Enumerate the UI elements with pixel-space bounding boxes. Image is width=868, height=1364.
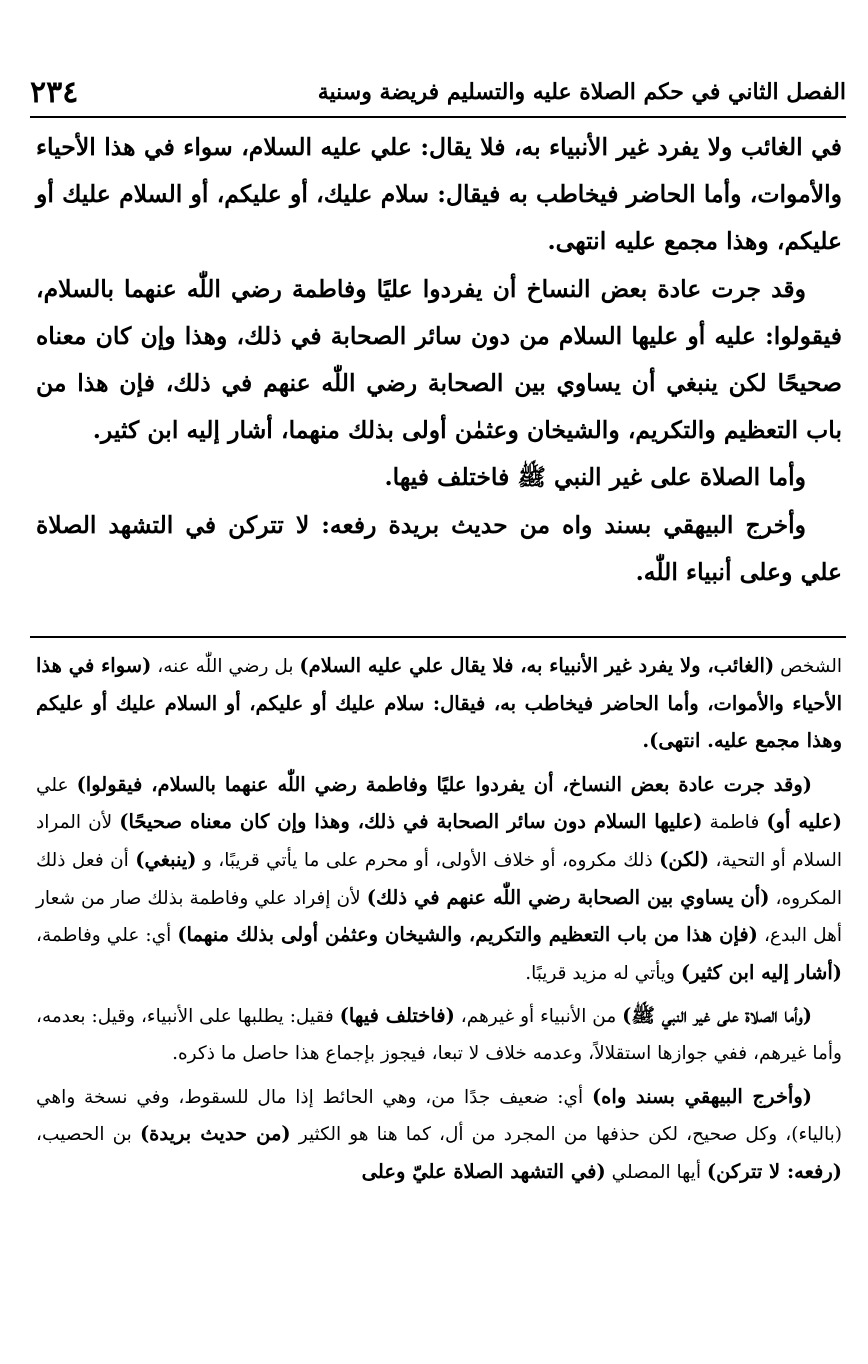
commentary-paragraph-3 xyxy=(36,998,842,1072)
quoted-matn: (أشار إليه ابن كثير) xyxy=(680,960,842,984)
commentary-text-run: لأن المراد السلام أو التحية، xyxy=(36,812,842,871)
quoted-matn: (عليها السلام دون سائر الصحابة في ذلك، وهذا وإن كان معناه صحيحًا) xyxy=(119,810,703,834)
commentary-text-run: بن الحصيب، xyxy=(36,1124,140,1146)
commentary-divider xyxy=(30,636,846,638)
main-text xyxy=(36,124,842,596)
commentary-text-run: ويأتي له مزيد قريبًا. xyxy=(525,962,681,984)
quoted-matn: (سواء في هذا الأحياء والأموات، وأما الحاضر فيخاطب به، فيقال: سلام عليك أو عليكم، أو السلام عليك أو عليكم وهذا مجمع عليه. انتهى). xyxy=(36,654,842,753)
commentary-text-run: الشخص xyxy=(774,656,842,677)
chapter-title: الفصل الثاني في حكم الصلاة عليه والتسليم فريضة وسنية xyxy=(317,79,846,105)
quoted-matn: (الغائب، ولا يفرد غير الأنبياء به، فلا يقال علي عليه السلام) xyxy=(299,654,775,677)
commentary-paragraph-4 xyxy=(36,1079,842,1192)
quoted-matn: (ينبغي) xyxy=(135,847,197,871)
header-rule xyxy=(30,116,846,118)
commentary-text-run: بل رضي اللّٰه عنه، xyxy=(151,656,300,677)
quoted-matn: (فاختلف فيها) xyxy=(339,1004,455,1028)
quoted-matn: (فإن هذا من باب التعظيم والتكريم، والشيخان وعثمٰن أولى بذلك منهما) xyxy=(177,923,758,947)
page-number: ٢٣٤ xyxy=(30,74,79,110)
main-paragraph-1: في الغائب ولا يفرد غير الأنبياء به، فلا يقال: علي عليه السلام، سواء في هذا الأحياء والأموات، وأما الحاضر فيخاطب به فيقال: سلام عليك، أو عليكم، أو السلام عليك أو عليكم، وهذا مجمع عليه انتهى. xyxy=(36,133,842,256)
main-paragraph-3: وأما الصلاة على غير النبي ﷺ فاختلف فيها. xyxy=(384,463,806,492)
quoted-matn: (لكن) xyxy=(659,847,710,871)
commentary-text-run: أي: ضعيف جدًا من، وهي الحائط إذا مال للسقوط، وفي نسخة واهي (بالياء)، وكل صحيح، لكن حذفها من المجرد من أل، كما هنا هو الكثير xyxy=(36,1086,843,1146)
commentary-text-run: أي: علي وفاطمة، xyxy=(36,925,178,947)
commentary-text-run: لأن إفراد علي وفاطمة بذلك صار من شعار أهل البدع، xyxy=(36,887,842,947)
quoted-matn: (في التشهد الصلاة عليّ وعلى xyxy=(361,1159,606,1183)
quoted-matn: (أن يساوي بين الصحابة رضي اللّٰه عنهم في ذلك) xyxy=(366,885,770,909)
commentary-text-run: فاطمة xyxy=(702,812,767,834)
quoted-matn: (وقد جرت عادة بعض النساخ، أن يفردوا عليًا وفاطمة رضي اللّٰه عنهما بالسلام، فيقولوا) xyxy=(76,772,812,796)
main-paragraph-2: وقد جرت عادة بعض النساخ أن يفردوا عليًا وفاطمة رضي اللّٰه عنهما بالسلام، فيقولوا: عليه أو عليها السلام من دون سائر الصحابة في ذلك، وهذا وإن كان معناه صحيحًا لكن ينبغي أن يساوي بين الصحابة رضي اللّٰه عنهم في ذلك، فإن هذا من باب التعظيم والتكريم، والشيخان وعثمٰن أولى بذلك منهما، أشار إليه ابن كثير. xyxy=(36,274,842,445)
commentary-text-run: فقيل: يطلبها على الأنبياء، وقيل: بعدمه، وأما غيرهم، ففي جوازها استقلالاً، وعدمه خلاف لا تبعا، فيجوز بإجماع هذا حاصل ما ذكره. xyxy=(36,1006,842,1064)
commentary-text xyxy=(36,648,842,1197)
commentary-paragraph-2 xyxy=(36,767,842,993)
quoted-matn: (وأخرج البيهقي بسند واه) xyxy=(591,1084,812,1108)
commentary-text-run: علي xyxy=(36,774,77,796)
running-header xyxy=(30,72,846,112)
commentary-paragraph-1 xyxy=(36,648,842,761)
quoted-matn: (رفعه: لا تتركن) xyxy=(706,1159,842,1183)
quoted-matn: (عليه أو) xyxy=(766,810,842,834)
commentary-text-run: من الأنبياء أو غيرهم، xyxy=(454,1006,623,1028)
commentary-text-run: ذلك مكروه، أو خلاف الأولى، أو محرم على ما يأتي قريبًا، و xyxy=(196,849,660,871)
quoted-matn: (من حديث بريدة) xyxy=(139,1122,291,1146)
commentary-text-run: أيها المصلي xyxy=(605,1161,707,1183)
main-paragraph-4: وأخرج البيهقي بسند واه من حديث بريدة رفعه: لا تتركن في التشهد الصلاة علي وعلى أنبياء اللّٰه. xyxy=(36,510,842,586)
commentary-text-run: أن فعل ذلك المكروه، xyxy=(36,849,842,909)
quoted-matn: (وأما الصلاة على غير النبي ﷺ) xyxy=(622,1004,812,1028)
